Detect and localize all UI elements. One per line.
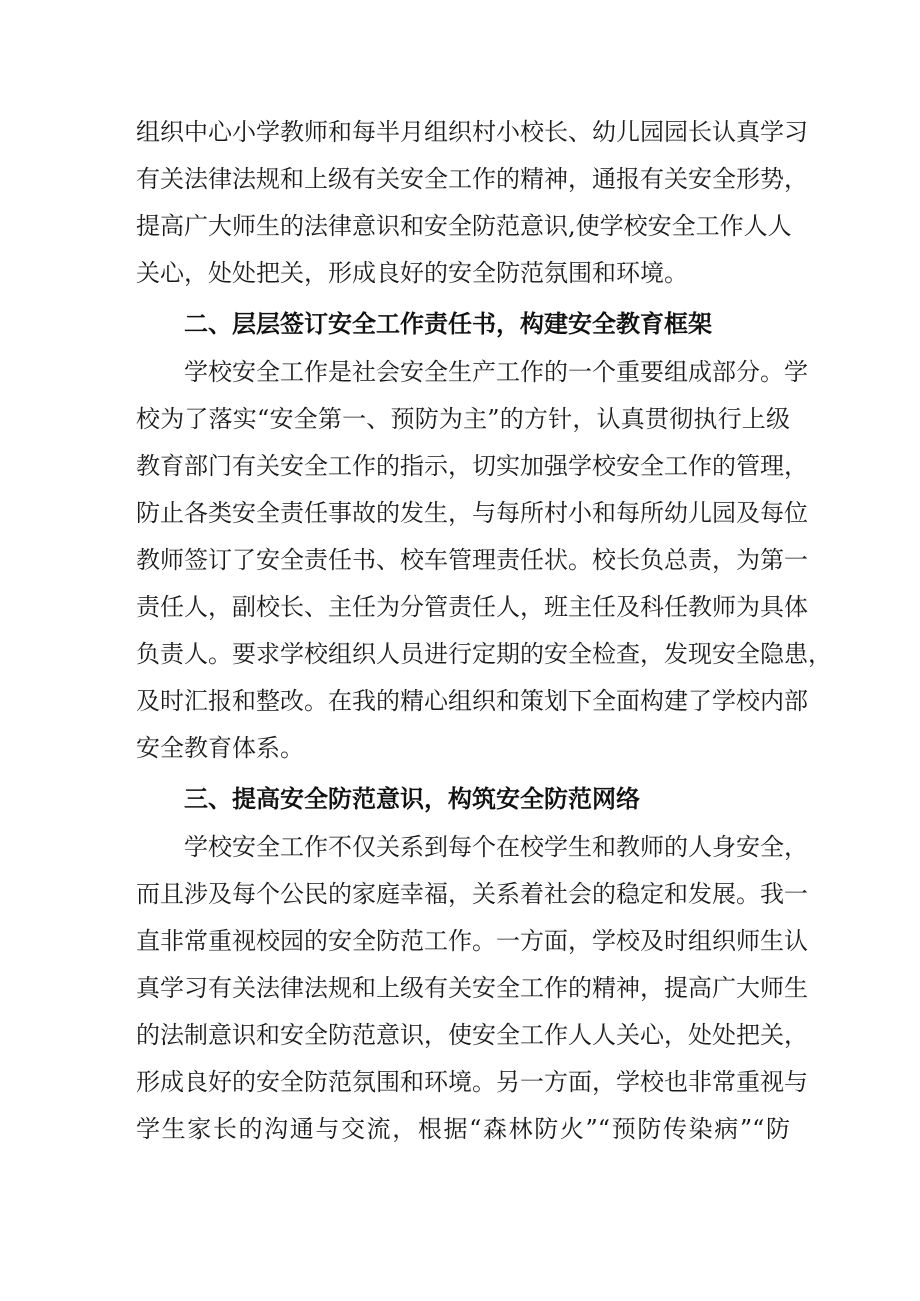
body-line: 学校安全工作不仅关系到每个在校学生和教师的人身安全， [184, 833, 808, 861]
body-line: 安全教育体系。 [136, 734, 304, 762]
body-line: 教师签订了安全责任书、校车管理责任状。校长负总责，为第一 [136, 546, 808, 574]
section-heading: 三、提高安全防范意识，构筑安全防范网络 [184, 785, 640, 813]
body-line: 组织中心小学教师和每半月组织村小校长、幼儿园园长认真学习 [136, 118, 808, 146]
body-line: 校为了落实“安全第一、预防为主”的方针，认真贯彻执行上级 [136, 405, 790, 433]
body-line: 而且涉及每个公民的家庭幸福，关系着社会的稳定和发展。我一 [136, 880, 808, 908]
body-line: 教育部门有关安全工作的指示，切实加强学校安全工作的管理， [136, 452, 808, 480]
body-line: 责任人，副校长、主任为分管责任人，班主任及科任教师为具体 [136, 593, 808, 621]
body-line: 学生家长的沟通与交流，根据“森林防火”“预防传染病”“防 [136, 1115, 790, 1143]
body-line: 学校安全工作是社会安全生产工作的一个重要组成部分。学 [184, 358, 808, 386]
section-heading: 二、层层签订安全工作责任书，构建安全教育框架 [184, 310, 712, 338]
body-line: 关心，处处把关，形成良好的安全防范氛围和环境。 [136, 259, 688, 287]
body-line: 提高广大师生的法律意识和安全防范意识,使学校安全工作人人 [136, 212, 792, 240]
body-line: 形成良好的安全防范氛围和环境。另一方面，学校也非常重视与 [136, 1068, 808, 1096]
body-line: 真学习有关法律法规和上级有关安全工作的精神，提高广大师生 [136, 974, 808, 1002]
body-line: 负责人。要求学校组织人员进行定期的安全检查，发现安全隐患， [136, 640, 832, 668]
body-line: 防止各类安全责任事故的发生，与每所村小和每所幼儿园及每位 [136, 499, 808, 527]
body-line: 有关法律法规和上级有关安全工作的精神，通报有关安全形势， [136, 165, 808, 193]
body-line: 直非常重视校园的安全防范工作。一方面，学校及时组织师生认 [136, 927, 808, 955]
body-line: 的法制意识和安全防范意识，使安全工作人人关心，处处把关， [136, 1021, 808, 1049]
body-line: 及时汇报和整改。在我的精心组织和策划下全面构建了学校内部 [136, 687, 808, 715]
